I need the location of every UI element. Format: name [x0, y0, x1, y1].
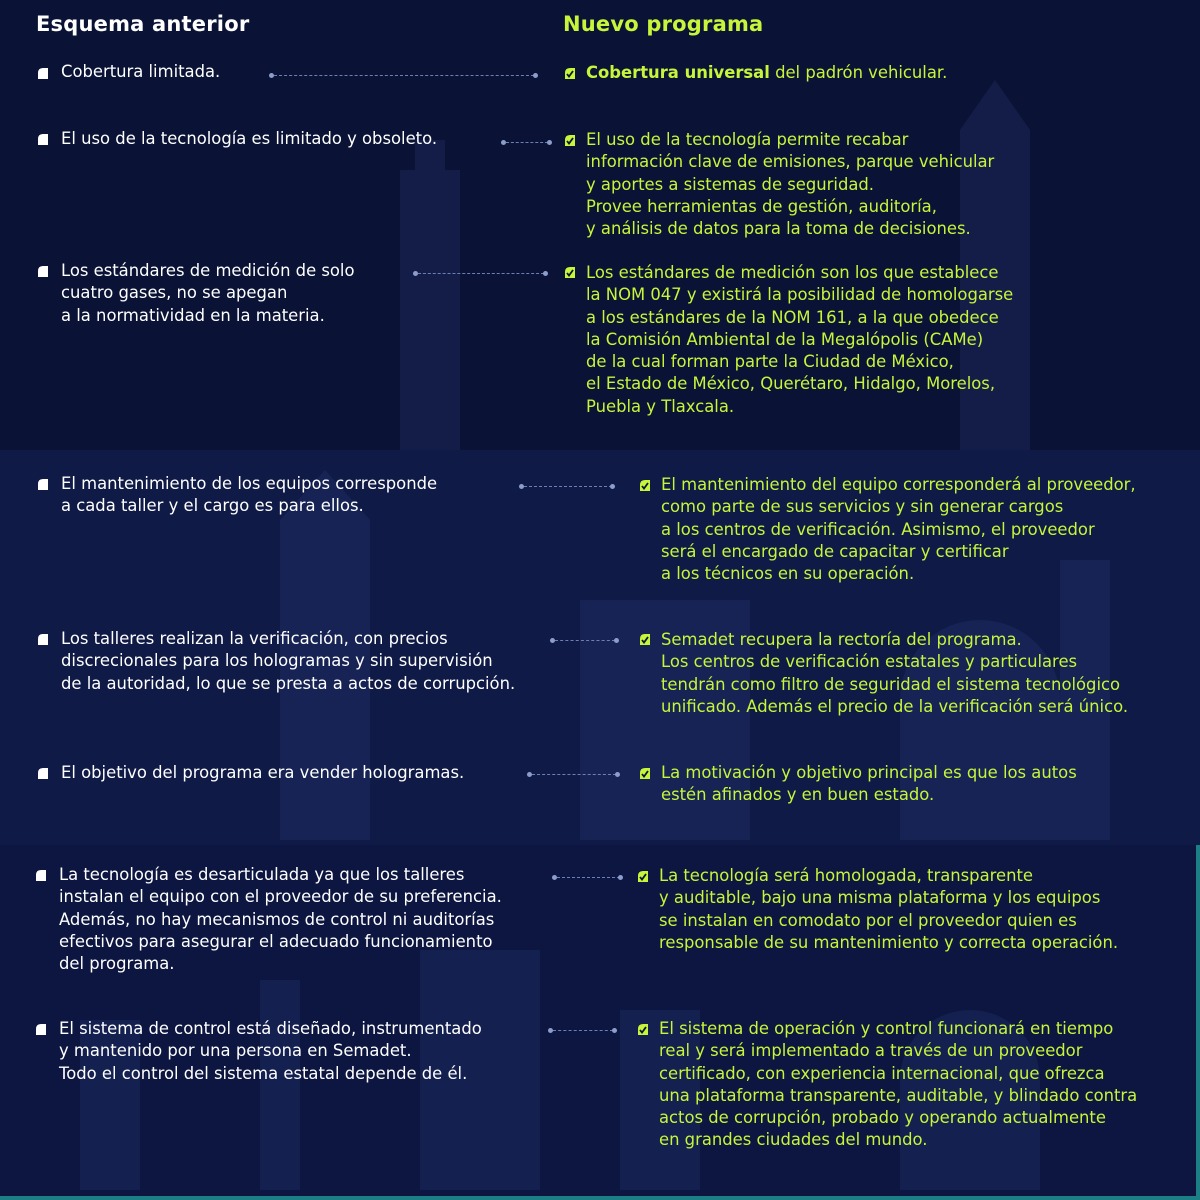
new-item-text: La motivación y objetivo principal es que los autos estén afinados y en buen estado. — [661, 763, 1077, 805]
old-item-text: Cobertura limitada. — [61, 62, 221, 81]
old-item-text: Los estándares de medición de solo cuatro gases, no se apegan a la normatividad en la materia. — [61, 261, 355, 325]
old-item-text: El uso de la tecnología es limitado y obsoleto. — [61, 129, 438, 148]
new-item-text: Semadet recupera la rectoría del programa. Los centros de verificación estatales y particulares tendrán como filtro de seguridad el sistema tecnológico unificado. Además el precio de la verificación será único. — [661, 630, 1129, 716]
check-bullet-icon — [636, 870, 649, 883]
check-bullet-icon — [638, 767, 651, 780]
connector-dot — [547, 140, 552, 145]
check-bullet-icon — [563, 266, 576, 279]
check-bullet-icon — [638, 479, 651, 492]
old-item-text: El sistema de control está diseñado, instrumentado y mantenido por una persona en Semadet. Todo el control del sistema estatal depende de él. — [59, 1019, 482, 1083]
bullet-icon — [36, 478, 49, 491]
new-program-title: Nuevo programa — [563, 12, 764, 36]
connector-dot — [615, 772, 620, 777]
bullet-icon — [36, 767, 49, 780]
check-bullet-icon — [563, 134, 576, 147]
connector-line — [553, 1030, 613, 1031]
new-item-text: La tecnología será homologada, transparente y auditable, bajo una misma plataforma y los equipos se instalan en comodato por el proveedor quien es responsable de su mantenimiento y correcta operación. — [659, 866, 1119, 952]
check-bullet-icon — [638, 633, 651, 646]
connector-line — [418, 273, 544, 274]
bullet-icon — [36, 633, 49, 646]
connector-line — [532, 774, 616, 775]
bullet-icon — [36, 133, 49, 146]
new-item-text — [586, 62, 947, 84]
new-item-text: El uso de la tecnología permite recabar información clave de emisiones, parque vehicular y aportes a sistemas de seguridad. Provee herramientas de gestión, auditoría, y análisis de datos para la toma de decisiones. — [586, 130, 995, 239]
old-item-text: El mantenimiento de los equipos corresponde a cada taller y el cargo es para ellos. — [61, 474, 438, 516]
connector-line — [557, 877, 620, 878]
connector-dot — [543, 271, 548, 276]
connector-dot — [618, 875, 623, 880]
new-item-bold-text: Cobertura universal — [586, 63, 770, 82]
new-item-text: El sistema de operación y control funcionará en tiempo real y será implementado a través de un proveedor certificado, con experiencia internacional, que ofrezca una plataforma transparente, auditable, y blindado contra actos de corrupción, probado y operando actualmente en grandes ciudades del mundo. — [659, 1019, 1138, 1150]
connector-line — [524, 486, 612, 487]
check-bullet-icon — [563, 67, 576, 80]
bullet-icon — [36, 67, 49, 80]
old-scheme-title: Esquema anterior — [36, 12, 250, 36]
check-bullet-icon — [636, 1023, 649, 1036]
connector-line — [506, 142, 548, 143]
bullet-icon — [36, 265, 49, 278]
connector-dot — [610, 484, 615, 489]
bullet-icon — [34, 1023, 47, 1036]
connector-dot — [533, 73, 538, 78]
old-item-text: Los talleres realizan la verificación, con precios discrecionales para los hologramas y sin supervisión de la autoridad, lo que se presta a actos de corrupción. — [61, 629, 516, 693]
connector-dot — [612, 1028, 617, 1033]
connector-dot — [614, 638, 619, 643]
new-item-rest-text: del padrón vehicular. — [769, 63, 948, 82]
new-item-text: Los estándares de medición son los que establece la NOM 047 y existirá la posibilidad de homologarse a los estándares de la NOM 161, a la que obedece la Comisión Ambiental de la Megalópolis (CAMe) de la cual forman parte la Ciudad de México, el Estado de México, Querétaro, Hidalgo, Morelos, Puebla y Tlaxcala. — [586, 263, 1014, 416]
connector-line — [274, 75, 534, 76]
new-item-text: El mantenimiento del equipo corresponderá al proveedor, como parte de sus servicios y sin generar cargos a los centros de verificación. Asimismo, el proveedor será el encargado de capacitar y certificar a los técnicos en su operación. — [661, 475, 1136, 584]
old-item-text: El objetivo del programa era vender hologramas. — [61, 763, 465, 782]
connector-line — [555, 640, 615, 641]
old-item-text: La tecnología es desarticulada ya que los talleres instalan el equipo con el proveedor de su preferencia. Además, no hay mecanismos de control ni auditorías efectivos para asegurar el adecuado funcionamiento del programa. — [59, 865, 502, 974]
bullet-icon — [34, 869, 47, 882]
